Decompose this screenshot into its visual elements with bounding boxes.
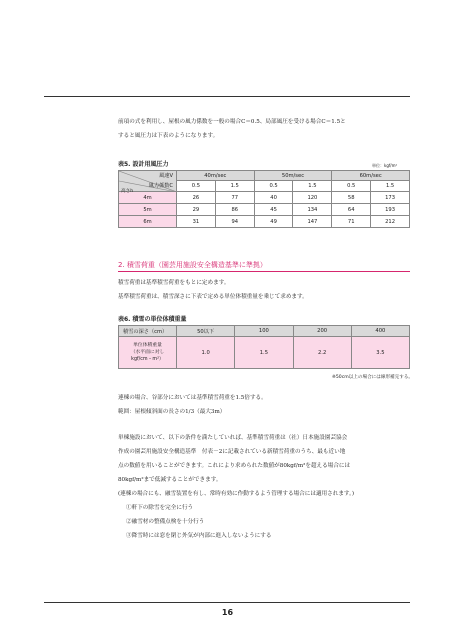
row-height: 4m (119, 192, 177, 204)
depth-header: 400 (351, 326, 409, 337)
coef-header: 1.5 (215, 181, 254, 192)
depth-header: 100 (235, 326, 293, 337)
para2-line-2: 範囲：屋根傾斜面の長さの1/3（最大3m） (118, 409, 226, 415)
cell: 120 (293, 192, 332, 204)
list-item: ①軒下の除雪を完全に行う (126, 505, 194, 511)
cell: 94 (215, 216, 254, 228)
row-height: 5m (119, 204, 177, 216)
cell: 64 (332, 204, 371, 216)
row-label-line: kgf/cm・m²） (131, 357, 164, 362)
page-number: 16 (221, 608, 234, 617)
section2-line-2: 基準積雪荷重は、積雪深さに下表で定める単位体積重量を乗じて求めます。 (118, 294, 308, 300)
snow-weight-table (118, 325, 410, 369)
cell: 71 (332, 216, 371, 228)
cell: 3.5 (351, 337, 409, 369)
table6-note: ※50cm以上の場合には線形補完する。 (332, 375, 414, 380)
cell: 193 (371, 204, 410, 216)
speed-header: 50m/sec (254, 171, 332, 181)
cell: 1.0 (177, 337, 235, 369)
para2-line-1: 連棟の場合、谷部分においては基準積雪荷重を1.5倍する。 (118, 395, 267, 401)
para3-line-1: 単棟施設において、以下の条件を満たしていれば、基準積雪荷重は（社）日本施設園芸協会 (118, 435, 348, 441)
table-row (119, 192, 410, 204)
cell: 49 (254, 216, 293, 228)
header-rule (44, 96, 410, 97)
depth-header: 50以下 (177, 326, 235, 337)
coef-header: 1.5 (293, 181, 332, 192)
hdr-speed: 風速V (159, 173, 173, 179)
cell: 212 (371, 216, 410, 228)
coef-header: 1.5 (371, 181, 410, 192)
coef-header: 0.5 (254, 181, 293, 192)
cell: 134 (293, 204, 332, 216)
cell: 173 (371, 192, 410, 204)
section-heading-rule (118, 271, 410, 272)
speed-header: 60m/sec (332, 171, 410, 181)
coef-header: 0.5 (177, 181, 216, 192)
section2-line-1: 積雪荷重は基準積雪荷重をもとに定めます。 (118, 280, 230, 286)
cell: 29 (177, 204, 216, 216)
table-row (119, 337, 410, 369)
row-label-unit-weight (119, 337, 177, 369)
table-row (119, 204, 410, 216)
para3-line-4: 80kgf/m²まで低減することができます。 (118, 477, 222, 483)
row-height: 6m (119, 216, 177, 228)
cell: 26 (177, 192, 216, 204)
intro-line-2: すると風圧力は下表のようになります。 (118, 133, 219, 139)
table5-title: 表5. 設計用風圧力 (118, 161, 169, 168)
para3-line-5: (連棟の場合にも、融雪装置を有し、常時有効に作動するよう管理する場合には適用されます。) (118, 491, 355, 497)
cell: 31 (177, 216, 216, 228)
list-item: ②融雪材の整備点検を十分行う (126, 519, 205, 525)
row-label-line: 単位体積重量 (133, 343, 162, 348)
wind-pressure-table (118, 170, 410, 228)
table-row (119, 216, 410, 228)
row-label-line: （水平面に対し (130, 350, 165, 355)
cell: 86 (215, 204, 254, 216)
para3-line-3: 点の数値を用いることができます。これにより求められた数値が80kgf/m²を超える場合には (118, 463, 351, 469)
cell: 2.2 (293, 337, 351, 369)
depth-header: 200 (293, 326, 351, 337)
depth-header-label: 積雪の深さ（cm） (119, 326, 177, 337)
cell: 147 (293, 216, 332, 228)
table6-title: 表6. 積雪の単位体積重量 (118, 316, 187, 323)
cell: 40 (254, 192, 293, 204)
list-item: ③降雪時には窓を閉じ外気が内部に進入しないようにする (126, 533, 272, 539)
hdr-coef: 風力係数C (148, 183, 173, 189)
speed-header: 40m/sec (177, 171, 255, 181)
para3-line-2: 作成の園芸用施設安全構造基準 付表－2に記載されている新積雪荷重のうち、最も近い地 (118, 449, 346, 455)
section-heading-snow-load: 2. 積雪荷重（園芸用施設安全構造基準に準拠） (118, 261, 267, 269)
cell: 77 (215, 192, 254, 204)
intro-line-1: 前項の式を利用し、屋根の風力係数を一般の場合C＝0.5、局部風圧を受ける場合C＝1.5と (118, 119, 346, 125)
coef-header: 0.5 (332, 181, 371, 192)
table5-corner-cell (119, 171, 177, 192)
cell: 45 (254, 204, 293, 216)
table5-unit: 単位：kgf/m² (372, 163, 398, 168)
footer-rule (44, 602, 410, 603)
hdr-height: 高さh (121, 189, 134, 194)
cell: 58 (332, 192, 371, 204)
cell: 1.5 (235, 337, 293, 369)
